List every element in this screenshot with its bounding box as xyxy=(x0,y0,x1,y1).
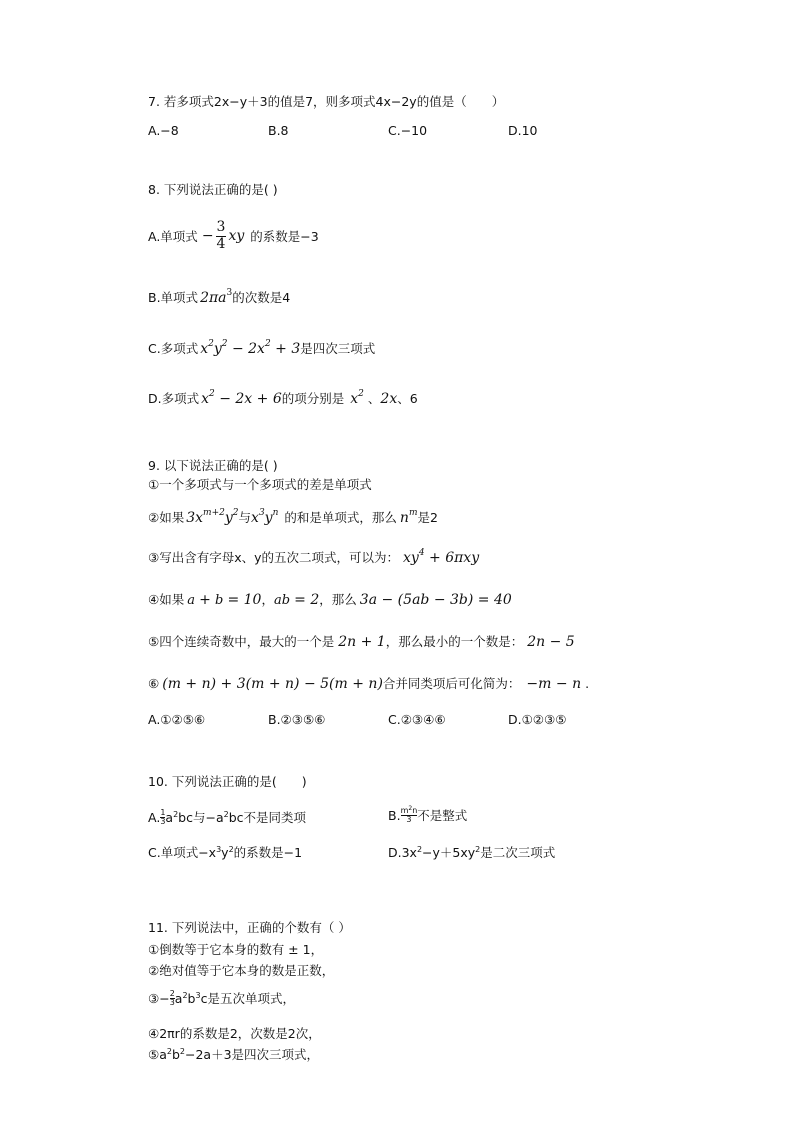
q9-s3-prefix: ③写出含有字母x、y的五次二项式，可以为： xyxy=(148,550,400,565)
q9-s2-term1: $3x^{m+2}y^2$ xyxy=(186,508,239,526)
q9-s4-comma1: ， xyxy=(261,592,274,607)
q10-option-c[interactable]: C.单项式$-x^3y^2$的系数是−1 xyxy=(148,845,303,860)
q10-b-num-base: m xyxy=(400,805,409,815)
q8-d-prefix: D.多项式 xyxy=(148,391,200,406)
q9-s6-mid: 合并同类项后可化简为： xyxy=(382,676,521,691)
q10-b-num-var: n xyxy=(412,805,418,815)
q8-a-fraction xyxy=(216,220,227,252)
q9-statement-1: ①一个多项式与一个多项式的差是单项式 xyxy=(148,477,372,492)
q11-s3-numerator: 2 xyxy=(169,988,175,998)
q11-s3-denominator: 3 xyxy=(169,997,175,1007)
q8-b-prefix: B.单项式 xyxy=(148,290,199,305)
q9-s4-condition1: a + b = 10 xyxy=(187,592,262,608)
q9-statement-2 xyxy=(148,508,438,526)
q11-statement-1: ①倒数等于它本身的数有 ± 1， xyxy=(148,942,324,957)
q8-c-polynomial: $x^2y^2 - 2x^2 + 3$ xyxy=(200,339,301,357)
q8-option-c[interactable] xyxy=(148,339,375,357)
q9-option-b[interactable]: B.②③⑤⑥ xyxy=(268,712,326,727)
q8-d-mid: 的项分别是 xyxy=(281,391,345,406)
q9-s2-suffix: 是2 xyxy=(417,510,438,525)
q10-c-prefix: C.单项式−x xyxy=(148,845,217,860)
q9-s5-mid: ，那么最小的一个数是： xyxy=(385,634,524,649)
q9-s2-term2: $x^3y^n$ xyxy=(251,508,279,526)
q11-s3-suffix: c是五次单项式， xyxy=(200,991,295,1006)
q11-statement-3 xyxy=(148,989,295,1007)
q8-c-suffix: 是四次三项式 xyxy=(300,341,376,356)
q9-s4-result: 3a − (5ab − 3b) = 40 xyxy=(359,592,512,608)
q9-statement-5 xyxy=(148,632,575,650)
q11-s5-suffix: −2a＋3是四次三项式， xyxy=(185,1047,320,1062)
q11-stem: 11. 下列说法中，正确的个数有（ ） xyxy=(148,920,351,935)
q7-option-a[interactable]: A.−8 xyxy=(148,123,179,138)
q10-d-prefix: D.3x xyxy=(388,845,417,860)
q9-s5-largest: 2n + 1 xyxy=(338,634,386,650)
q9-option-d[interactable]: D.①②③⑤ xyxy=(508,712,567,727)
q9-statement-3 xyxy=(148,548,479,566)
q9-s2-power: $n^m$ xyxy=(399,508,418,526)
q7-stem: 7. 若多项式2x−y＋3的值是7，则多项式4x−2y的值是（ ） xyxy=(148,94,505,109)
q7-option-c[interactable]: C.−10 xyxy=(388,123,428,138)
q9-s5-prefix: ⑤四个连续奇数中，最大的一个是 xyxy=(148,634,335,649)
q9-s4-then: ，那么 xyxy=(319,592,357,607)
q9-s6-result: −m − n xyxy=(526,676,582,692)
q8-option-b[interactable] xyxy=(148,288,290,306)
q9-option-a[interactable]: A.①②⑤⑥ xyxy=(148,712,206,727)
q11-statement-5: $⑤a^2b^2-2a+3$是四次三项式， xyxy=(148,1047,320,1062)
q10-a-text: $a^2bc$与$-a^2bc$不是同类项 xyxy=(165,810,307,825)
q8-d-term2: 2x xyxy=(380,391,398,407)
q11-s5-mid: b xyxy=(171,1047,180,1062)
q9-s3-expression: $xy^4 + 6\pi xy$ xyxy=(403,548,480,566)
q8-a-denominator: 4 xyxy=(216,235,226,252)
q11-s3-monomial: $a^2b^3$ xyxy=(174,990,201,1006)
q7-option-d[interactable]: D.10 xyxy=(508,123,538,138)
q8-option-a[interactable] xyxy=(148,214,319,258)
q9-s2-prefix: ②如果 xyxy=(148,510,185,525)
q8-d-separator: 、 xyxy=(367,391,381,406)
q10-d-suffix: 是二次三项式 xyxy=(480,845,556,860)
q11-s3-prefix: ③− xyxy=(148,990,170,1006)
q9-option-c[interactable]: C.②③④⑥ xyxy=(388,712,446,727)
q10-b-prefix: B. xyxy=(388,807,401,823)
q9-stem: 9. 以下说法正确的是( ) xyxy=(148,458,278,473)
q8-a-sign: − xyxy=(201,228,214,244)
q10-a-suffix: bc不是同类项 xyxy=(228,810,307,825)
q8-a-numerator: 3 xyxy=(216,219,226,236)
q10-a-numerator: 1 xyxy=(160,807,166,817)
q10-b-denominator: 3 xyxy=(406,814,412,824)
q10-a-denominator: 3 xyxy=(160,816,166,826)
q10-option-b[interactable] xyxy=(388,806,467,824)
q8-b-exponent: 3 xyxy=(226,288,233,298)
q8-d-polynomial: $x^2 - 2x + 6$ xyxy=(201,389,282,407)
q10-a-prefix: A. xyxy=(148,809,161,825)
q9-s4-condition2: ab = 2 xyxy=(273,592,320,608)
q8-a-suffix: 的系数是−3 xyxy=(250,229,319,244)
q8-stem: 8. 下列说法正确的是( ) xyxy=(148,182,278,197)
q9-s2-mid: 与 xyxy=(238,510,252,525)
q9-statement-6 xyxy=(148,674,589,692)
q9-statement-4 xyxy=(148,590,512,608)
q10-c-mid: y xyxy=(221,845,229,860)
q10-stem: 10. 下列说法正确的是( ) xyxy=(148,774,307,789)
q8-a-prefix: A.单项式 xyxy=(148,229,198,244)
q10-b-suffix: 不是整式 xyxy=(417,808,468,823)
q11-s5-prefix: ⑤a xyxy=(148,1047,167,1062)
q7-option-b[interactable]: B.8 xyxy=(268,123,289,138)
q10-option-a[interactable] xyxy=(148,808,306,826)
q10-a-mid: bc与−a xyxy=(178,810,224,825)
q10-c-suffix: 的系数是−1 xyxy=(233,845,303,860)
q11-statement-2: ②绝对值等于它本身的数是正数， xyxy=(148,963,335,978)
q8-d-suffix: 、6 xyxy=(397,391,418,406)
q8-a-variable: xy xyxy=(228,228,245,244)
q9-s6-expression: (m + n) + 3(m + n) − 5(m + n) xyxy=(162,676,383,692)
q8-d-term1: $x^2$ xyxy=(350,389,364,407)
q10-b-fraction xyxy=(400,804,418,824)
q9-s6-prefix: ⑥ xyxy=(148,676,160,691)
q9-s2-text: 的和是单项式，那么 xyxy=(284,510,397,525)
q9-s6-period: . xyxy=(585,676,590,691)
q8-b-suffix: 的次数是4 xyxy=(232,290,291,305)
q10-d-mid: −y＋5xy xyxy=(422,845,476,860)
q9-s5-smallest: 2n − 5 xyxy=(527,634,575,650)
q10-option-d[interactable]: $D.3x^2-y+5xy^2$是二次三项式 xyxy=(388,845,556,860)
q8-b-expression: 2πa xyxy=(200,290,227,306)
q11-statement-4: ④2πr的系数是2，次数是2次， xyxy=(148,1026,321,1041)
q10-b-num-exp: 2 xyxy=(408,804,413,812)
q8-option-d[interactable] xyxy=(148,389,418,407)
q9-s4-prefix: ④如果 xyxy=(148,592,185,607)
q8-c-prefix: C.多项式 xyxy=(148,341,199,356)
